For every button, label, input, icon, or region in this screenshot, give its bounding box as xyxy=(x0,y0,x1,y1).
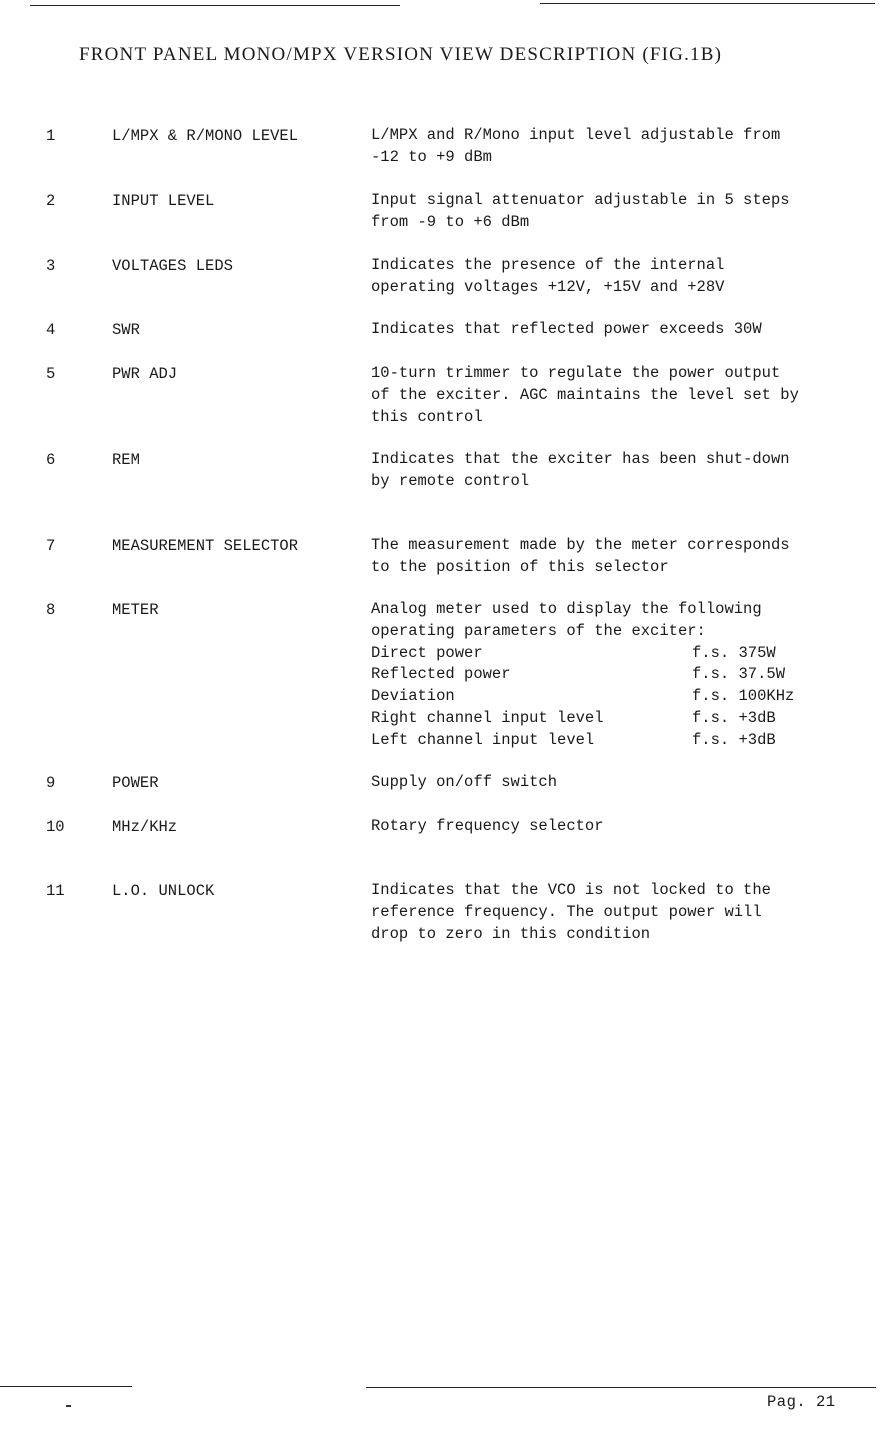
item-label: VOLTAGES LEDS xyxy=(112,257,233,275)
description-line: L/MPX and R/Mono input level adjustable from xyxy=(371,126,781,144)
item-label: MEASUREMENT SELECTOR xyxy=(112,537,299,555)
description-line: by remote control xyxy=(371,471,530,490)
item-label: METER xyxy=(112,601,159,619)
description-line: Indicates that the exciter has been shut-down xyxy=(371,450,790,468)
item-description xyxy=(371,449,871,493)
description-line: Indicates the presence of the internal xyxy=(371,256,725,274)
description-line: from -9 to +6 dBm xyxy=(371,212,530,231)
item-description xyxy=(371,255,871,299)
description-line: The measurement made by the meter corresponds xyxy=(371,536,790,554)
item-description xyxy=(371,363,871,428)
page-number: Pag. 21 xyxy=(767,1393,836,1411)
meter-parameter-row xyxy=(371,664,871,686)
item-description xyxy=(371,125,871,169)
description-line: Supply on/off switch xyxy=(371,773,558,791)
parameter-name: Right channel input level xyxy=(371,708,604,727)
parameter-value: f.s. 375W xyxy=(692,643,776,662)
item-number: 4 xyxy=(46,321,56,339)
meter-parameter-row xyxy=(371,643,871,665)
item-description xyxy=(371,599,871,752)
item-number: 8 xyxy=(46,601,56,619)
description-line: Analog meter used to display the following xyxy=(371,600,762,618)
meter-parameter-list xyxy=(371,643,871,752)
description-line: Rotary frequency selector xyxy=(371,817,604,835)
description-line: to the position of this selector xyxy=(371,557,669,576)
meter-parameter-row xyxy=(371,730,871,752)
item-label: L.O. UNLOCK xyxy=(112,882,215,900)
description-line: -12 to +9 dBm xyxy=(371,147,492,166)
description-line: Input signal attenuator adjustable in 5 steps xyxy=(371,191,790,209)
meter-parameter-row xyxy=(371,708,871,730)
description-line: of the exciter. AGC maintains the level set by xyxy=(371,385,799,404)
scan-mark xyxy=(66,1405,71,1407)
item-description xyxy=(371,535,871,579)
item-number: 1 xyxy=(46,127,56,145)
item-number: 3 xyxy=(46,257,56,275)
parameter-name: Reflected power xyxy=(371,665,511,684)
item-label: PWR ADJ xyxy=(112,365,178,383)
description-line: reference frequency. The output power will xyxy=(371,902,762,921)
description-line: drop to zero in this condition xyxy=(371,924,651,943)
parameter-name: Left channel input level xyxy=(371,730,595,749)
description-line: Indicates that the VCO is not locked to the xyxy=(371,881,771,899)
description-line: this control xyxy=(371,407,483,426)
parameter-value: f.s. +3dB xyxy=(692,708,776,727)
item-label: INPUT LEVEL xyxy=(112,192,215,210)
item-label: SWR xyxy=(112,321,140,339)
meter-parameter-row xyxy=(371,686,871,708)
item-number: 6 xyxy=(46,451,56,469)
bottom-right-rule xyxy=(366,1387,876,1388)
item-number: 7 xyxy=(46,537,56,555)
item-label: POWER xyxy=(112,774,159,792)
item-description xyxy=(371,772,871,794)
item-description xyxy=(371,816,871,838)
description-line: Indicates that reflected power exceeds 30W xyxy=(371,320,762,338)
parameter-name: Deviation xyxy=(371,687,455,706)
parameter-value: f.s. 37.5W xyxy=(692,665,786,684)
description-line: operating voltages +12V, +15V and +28V xyxy=(371,277,725,296)
item-label: REM xyxy=(112,451,140,469)
item-label: L/MPX & R/MONO LEVEL xyxy=(112,127,299,145)
description-line: operating parameters of the exciter: xyxy=(371,621,706,640)
parameter-name: Direct power xyxy=(371,643,483,662)
item-description xyxy=(371,880,871,945)
description-line: 10-turn trimmer to regulate the power output xyxy=(371,364,781,382)
bottom-left-rule xyxy=(0,1386,132,1387)
page-title: FRONT PANEL MONO/MPX VERSION VIEW DESCRIPTION (FIG.1B) xyxy=(79,44,723,65)
item-description xyxy=(371,319,871,341)
parameter-value: f.s. +3dB xyxy=(692,730,776,749)
item-number: 2 xyxy=(46,192,56,210)
item-number: 10 xyxy=(46,818,65,836)
item-label: MHz/KHz xyxy=(112,818,178,836)
item-number: 11 xyxy=(46,882,65,900)
item-description xyxy=(371,190,871,234)
parameter-value: f.s. 100KHz xyxy=(692,687,795,706)
item-number: 5 xyxy=(46,365,56,383)
item-number: 9 xyxy=(46,774,56,792)
